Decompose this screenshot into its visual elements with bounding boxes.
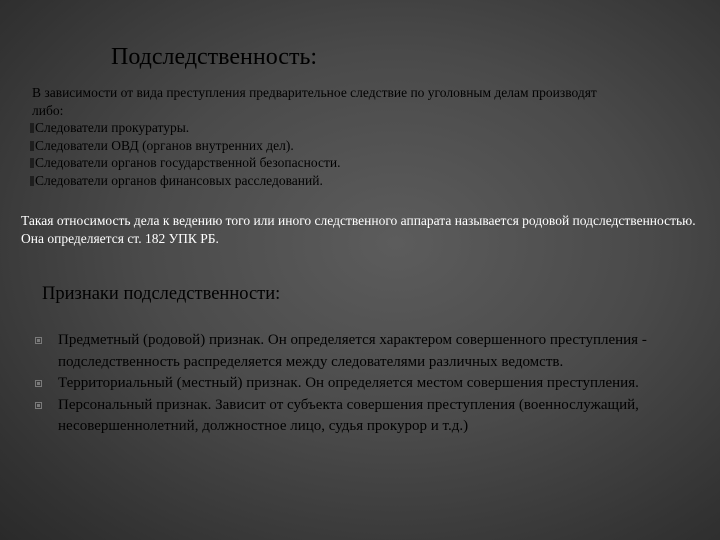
bullet-icon bbox=[30, 158, 34, 168]
feature-item: Территориальный (местный) признак. Он определяется местом совершения преступления. bbox=[34, 373, 674, 395]
features-list bbox=[34, 330, 674, 438]
intro-text: В зависимости от вида преступления предварительное следствие по уголовным делам производят либо: bbox=[32, 85, 597, 118]
square-bullet-icon bbox=[35, 337, 42, 344]
list-item: Следователи органов государственной безопасности. bbox=[32, 154, 612, 172]
list-item: Следователи прокуратуры. bbox=[32, 119, 612, 137]
list-item: Следователи органов финансовых расследований. bbox=[32, 172, 612, 190]
square-bullet-icon bbox=[35, 402, 42, 409]
bullet-icon bbox=[30, 176, 34, 186]
feature-item: Персональный признак. Зависит от субъекта совершения преступления (военнослужащий, несовершеннолетний, должностное лицо, судья прокурор и т.д.) bbox=[34, 395, 674, 438]
square-bullet-icon bbox=[35, 380, 42, 387]
bullet-icon bbox=[30, 141, 34, 151]
list-item: Следователи ОВД (органов внутренних дел). bbox=[32, 137, 612, 155]
investigators-block bbox=[32, 84, 612, 189]
slide-title: Подследственность: bbox=[111, 44, 318, 70]
feature-item: Предметный (родовой) признак. Он определяется характером совершенного преступления - подследственность распределяется между следователями различных ведомств. bbox=[34, 330, 674, 373]
bullet-icon bbox=[30, 123, 34, 133]
features-heading: Признаки подследственности: bbox=[42, 284, 281, 304]
investigators-list bbox=[32, 119, 612, 189]
jurisdiction-paragraph: Такая относимость дела к ведению того или иного следственного аппарата называется родовой подследственностью. Она определяется ст. 182 УПК РБ. bbox=[21, 213, 696, 246]
